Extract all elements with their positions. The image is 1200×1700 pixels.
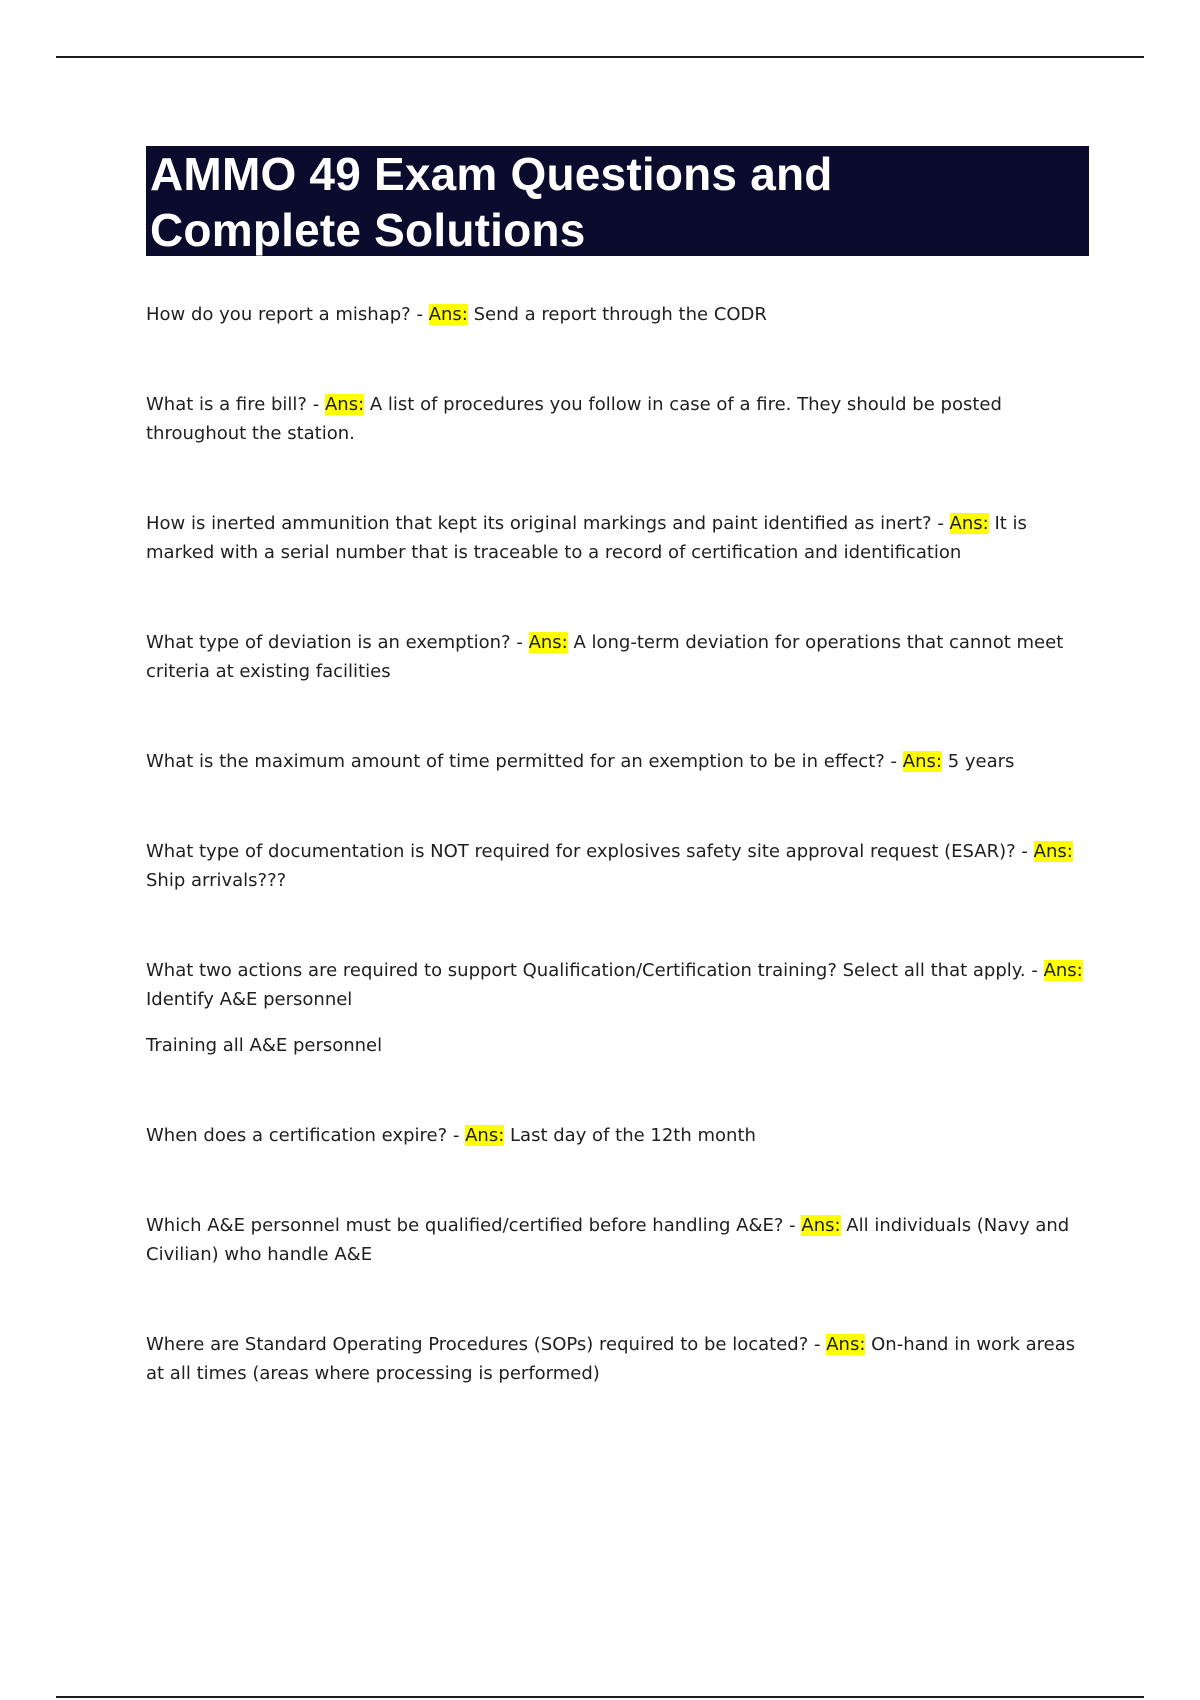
separator: - (789, 1215, 796, 1236)
answer-marker: Ans: (1033, 841, 1073, 862)
qa-item (146, 390, 1091, 448)
document-title (150, 146, 1085, 258)
qa-item (146, 1211, 1091, 1269)
qa-item (146, 1121, 1091, 1150)
answer-text: A long-term deviation for operations that cannot meet criteria at existing facilities (146, 632, 1064, 682)
question-text: What is the maximum amount of time permitted for an exemption to be in effect? (146, 751, 885, 772)
title-line-2: Complete Solutions (150, 204, 586, 256)
qa-item (146, 956, 1091, 1014)
answer-marker: Ans: (465, 1125, 505, 1146)
separator: - (312, 394, 320, 415)
answer-text: Send a report through the CODR (473, 304, 767, 325)
qa-item (146, 300, 1091, 329)
answer-marker: Ans: (428, 304, 468, 325)
bottom-rule (56, 1696, 1144, 1698)
separator: - (452, 1125, 460, 1146)
answer-marker: Ans: (1043, 960, 1083, 981)
qa-item (146, 628, 1091, 686)
answer-extra-line: Training all A&E personnel (146, 1035, 383, 1056)
qa-item (146, 747, 1091, 776)
answer-text: Identify A&E personnel (146, 989, 353, 1010)
qa-item (146, 1330, 1091, 1388)
answer-marker: Ans: (902, 751, 942, 772)
separator: - (516, 632, 523, 653)
qa-item (146, 509, 1091, 567)
title-banner (146, 146, 1089, 256)
title-line-1: AMMO 49 Exam Questions and (150, 148, 833, 200)
question-text: What two actions are required to support Qualification/Certification training? Select all that apply. (146, 960, 1026, 981)
question-text: What type of documentation is NOT required for explosives safety site approval request (ESAR)? (146, 841, 1016, 862)
answer-text: 5 years (947, 751, 1015, 772)
answer-marker: Ans: (801, 1215, 841, 1236)
answer-marker: Ans: (324, 394, 365, 415)
separator: - (937, 513, 944, 534)
separator: - (814, 1334, 821, 1355)
answer-text: Last day of the 12th month (510, 1125, 756, 1146)
question-text: Where are Standard Operating Procedures (SOPs) required to be located? (146, 1334, 809, 1355)
answer-text: On-hand in work areas at all times (areas where processing is performed) (146, 1334, 1076, 1384)
answer-marker: Ans: (528, 632, 568, 653)
question-text: Which A&E personnel must be qualified/certified before handling A&E? (146, 1215, 784, 1236)
answer-text: A list of procedures you follow in case of a fire. They should be posted throughout the station. (146, 394, 1002, 444)
answer-text: All individuals (Navy and Civilian) who handle A&E (146, 1215, 1070, 1265)
top-rule (56, 56, 1144, 58)
separator: - (1021, 841, 1028, 862)
separator: - (1031, 960, 1038, 981)
answer-text: It is marked with a serial number that is traceable to a record of certification and identification (146, 513, 1027, 563)
separator: - (416, 304, 423, 325)
separator: - (890, 751, 898, 772)
qa-item (146, 837, 1091, 895)
answer-marker: Ans: (826, 1334, 866, 1355)
question-text: When does a certification expire? (146, 1125, 448, 1146)
answer-text: Ship arrivals??? (146, 870, 287, 891)
question-text: What type of deviation is an exemption? (146, 632, 511, 653)
qa-list (146, 300, 1091, 1388)
answer-marker: Ans: (949, 513, 989, 534)
question-text: How do you report a mishap? (146, 304, 411, 325)
question-text: How is inerted ammunition that kept its original markings and paint identified as inert? (146, 513, 932, 534)
question-text: What is a fire bill? (146, 394, 307, 415)
